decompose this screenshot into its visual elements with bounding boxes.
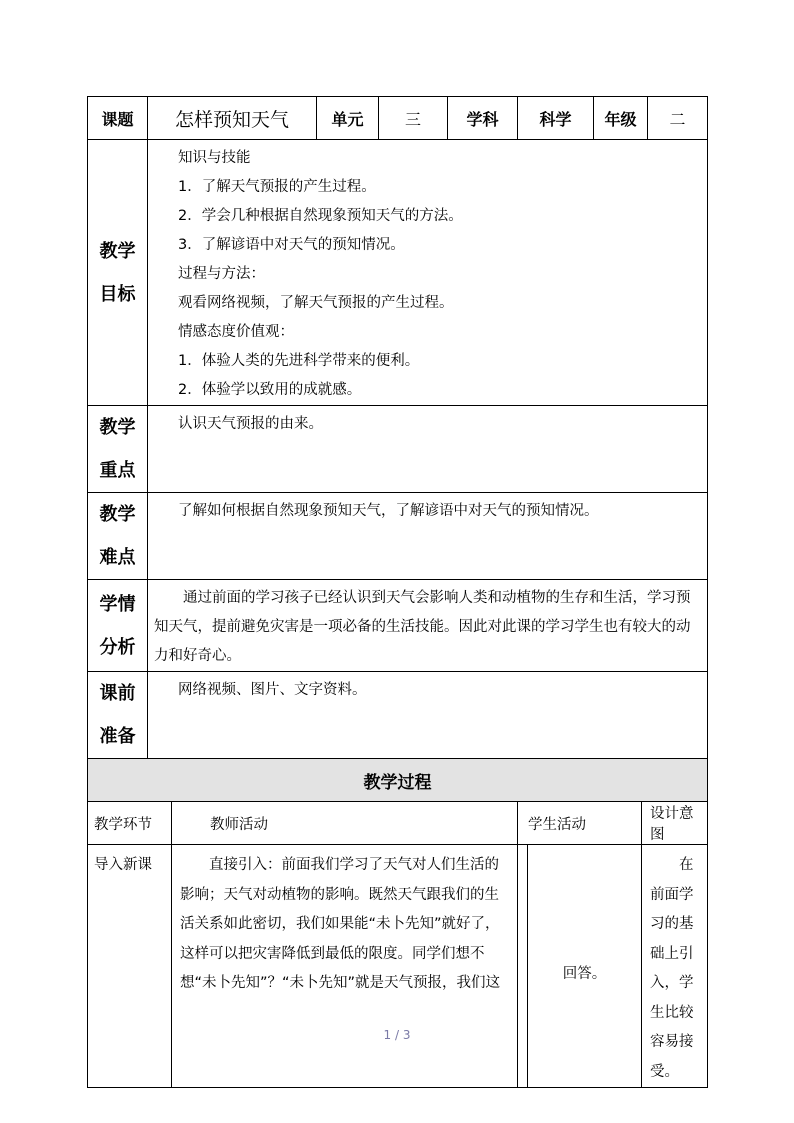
teacher-cell: 直接引入：前面我们学习了天气对人们生活的影响；天气对动植物的影响。既然天气跟我们的生活关系如此密切，我们如果能“未卜先知”就好了，这样可以把灾害降低到最低的限度。同学们想不想“未卜先知”？“未卜先知”就是天气预报，我们这 — [172, 845, 518, 1088]
key-points-label: 教学 重点 — [88, 406, 148, 493]
difficulties-row — [88, 493, 708, 580]
goals-content — [148, 140, 708, 406]
process-title-row — [88, 759, 708, 802]
goals-line: 观看网络视频，了解天气预报的产生过程。 — [178, 295, 454, 311]
page-number: 1 / 3 — [383, 1028, 411, 1042]
goals-label: 教学 目标 — [88, 140, 148, 406]
goals-line: 2．体验学以致用的成就感。 — [178, 382, 362, 398]
analysis-row — [88, 580, 708, 672]
subject-value: 科学 — [518, 97, 594, 140]
goals-line: 过程与方法： — [178, 266, 265, 282]
goals-line: 3．了解谚语中对天气的预知情况。 — [178, 237, 405, 253]
subject-label: 学科 — [448, 97, 518, 140]
col-teacher: 教师活动 — [172, 802, 518, 845]
goals-line: 2．学会几种根据自然现象预知天气的方法。 — [178, 208, 463, 224]
goals-line: 知识与技能 — [178, 150, 251, 166]
key-points-row — [88, 406, 708, 493]
unit-label: 单元 — [317, 97, 379, 140]
goals-line: 1．体验人类的先进科学带来的便利。 — [178, 353, 420, 369]
grade-value: 二 — [648, 97, 708, 140]
preparation-content: 网络视频、图片、文字资料。 — [148, 672, 708, 759]
unit-value: 三 — [379, 97, 448, 140]
difficulties-label: 教学 难点 — [88, 493, 148, 580]
intent-cell: 在前面学习的基础上引入，学生比较容易接受。 — [642, 845, 708, 1088]
topic-value: 怎样预知天气 — [148, 97, 317, 140]
difficulties-content: 了解如何根据自然现象预知天气，了解谚语中对天气的预知情况。 — [148, 493, 708, 580]
preparation-label: 课前 准备 — [88, 672, 148, 759]
gap-cell — [518, 845, 528, 1088]
lesson-plan-table — [87, 96, 708, 1088]
student-cell: 回答。 — [528, 845, 642, 1088]
preparation-row — [88, 672, 708, 759]
key-points-content: 认识天气预报的由来。 — [148, 406, 708, 493]
grade-label: 年级 — [594, 97, 648, 140]
goals-line: 情感态度价值观： — [178, 324, 294, 340]
goals-row — [88, 140, 708, 406]
process-title: 教学过程 — [88, 759, 708, 802]
analysis-content: 通过前面的学习孩子已经认识到天气会影响人类和动植物的生存和生活，学习预知天气，提前避免灾害是一项必备的生活技能。因此对此课的学习学生也有较大的动力和好奇心。 — [148, 580, 708, 672]
col-student: 学生活动 — [518, 802, 642, 845]
topic-label: 课题 — [88, 97, 148, 140]
col-intent: 设计意图 — [642, 802, 708, 845]
col-stage: 教学环节 — [88, 802, 172, 845]
process-row — [88, 845, 708, 1088]
analysis-label: 学情 分析 — [88, 580, 148, 672]
header-row — [88, 97, 708, 140]
process-column-header — [88, 802, 708, 845]
stage-cell: 导入新课 — [88, 845, 172, 1088]
goals-line: 1．了解天气预报的产生过程。 — [178, 179, 376, 195]
